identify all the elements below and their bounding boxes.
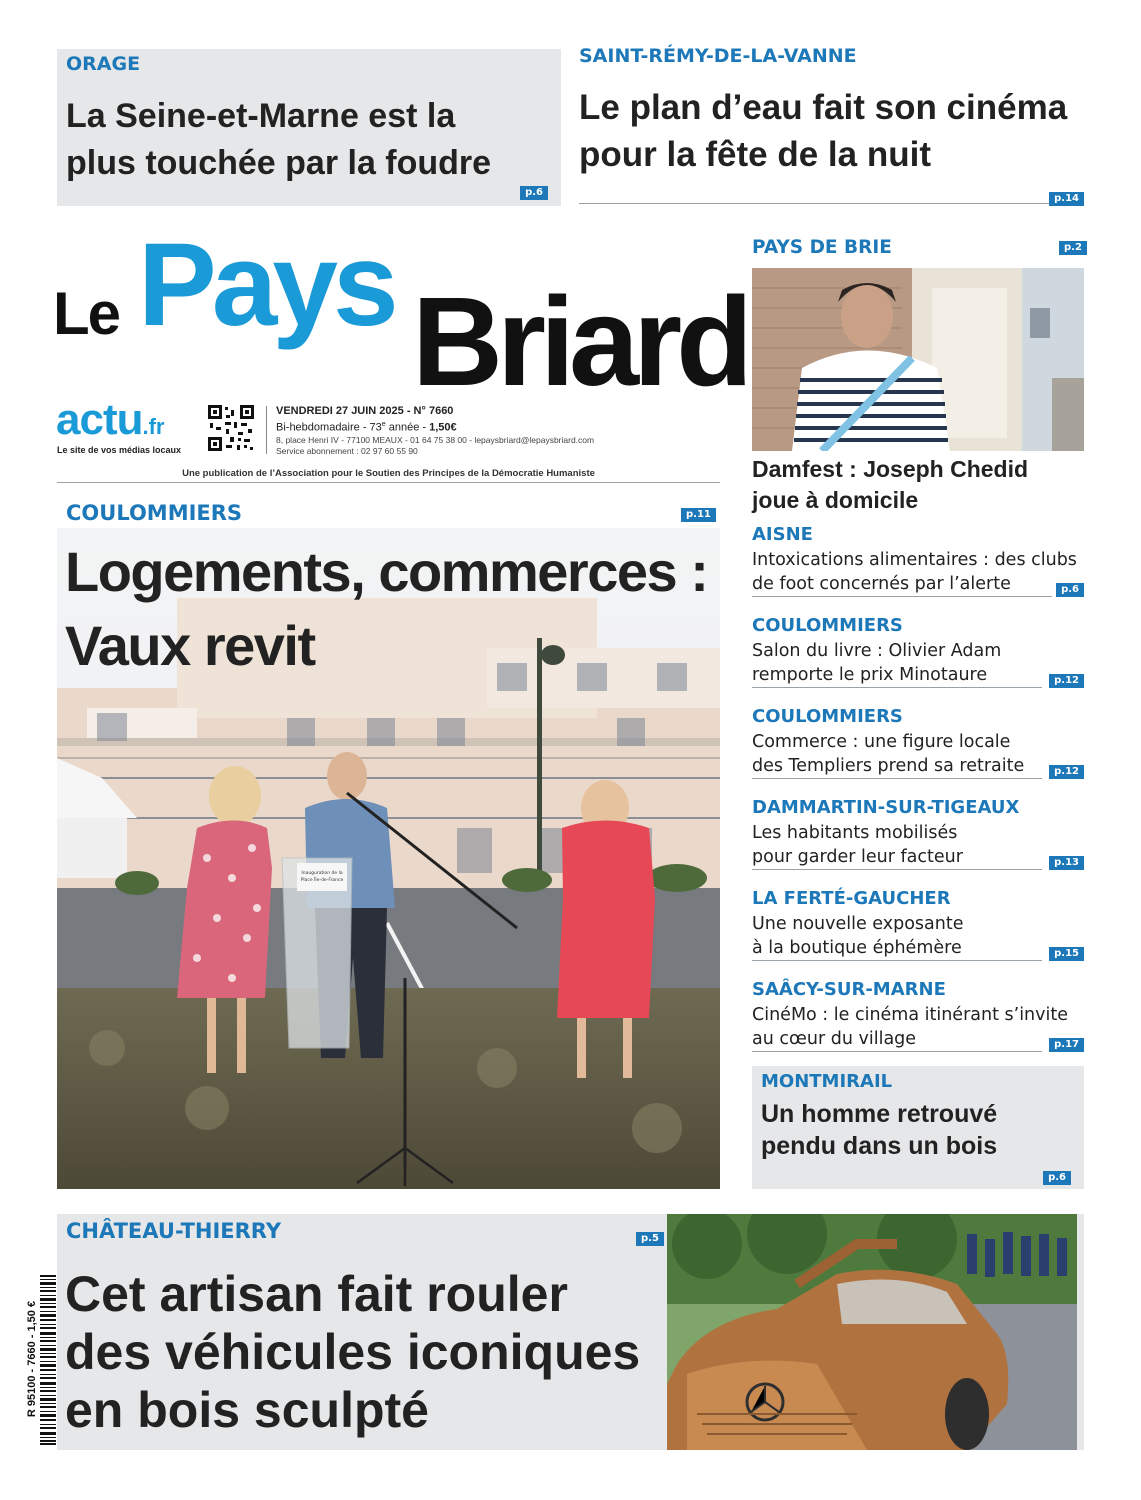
barcode (14, 1275, 56, 1445)
brief-saacy[interactable] (752, 979, 1084, 1055)
kicker: SAINT-RÉMY-DE-LA-VANNE (579, 45, 857, 67)
page-reference: p.12 (1049, 674, 1084, 688)
qr-code-icon[interactable] (208, 405, 254, 451)
brief-kicker: MONTMIRAIL (761, 1071, 893, 1092)
bottom-headline-line: des véhicules iconiques (65, 1324, 641, 1380)
sidebar-feature-headline-line: Damfest : Joseph Chedid (752, 456, 1029, 482)
page-reference: p.17 (1049, 1038, 1084, 1052)
bottom-page-reference: p.5 (636, 1232, 664, 1246)
brief-title-line: de foot concernés par l’alerte (752, 574, 1011, 594)
actu-suffix: .fr (142, 414, 165, 439)
svg-text:Place Île-de-France: Place Île-de-France (300, 878, 344, 883)
brief-kicker: LA FERTÉ-GAUCHER (752, 888, 951, 909)
lead-page-reference: p.11 (681, 508, 716, 522)
lead-headline-line: Logements, commerces : (65, 540, 708, 603)
box-story-montmirail[interactable] (752, 1066, 1084, 1189)
brief-aisne[interactable] (752, 524, 1084, 600)
brief-title-line: au cœur du village (752, 1029, 917, 1049)
masthead-divider (266, 406, 267, 454)
bottom-kicker: CHÂTEAU-THIERRY (66, 1219, 282, 1243)
issue-line: VENDREDI 27 JUIN 2025 - N° 7660 (276, 405, 454, 417)
publisher-line: Une publication de l’Association pour le Soutien des Principes de la Démocratie Humaniste (182, 468, 595, 479)
brief-title-line: Commerce : une figure locale (752, 732, 1011, 752)
divider (57, 482, 720, 483)
page-reference: p.13 (1049, 856, 1084, 870)
top-story-saint-remy[interactable] (579, 42, 1084, 206)
issue-info (276, 405, 594, 457)
headline-line: plus touchée par la foudre (66, 144, 492, 182)
sidebar-feature-page-reference: p.2 (1059, 241, 1087, 255)
actu-logo (56, 395, 164, 445)
brief-kicker: SAÂCY-SUR-MARNE (752, 979, 946, 1000)
divider (752, 778, 1042, 779)
brief-title-line: Une nouvelle exposante (752, 914, 964, 934)
divider (752, 869, 1042, 870)
brief-title-line: remporte le prix Minotaure (752, 665, 988, 685)
masthead (50, 219, 748, 483)
divider (579, 203, 1049, 204)
headline-line: pour la fête de la nuit (579, 135, 931, 174)
divider (752, 960, 1042, 961)
brief-coulommiers-salon[interactable] (752, 615, 1084, 691)
price: 1,50€ (429, 421, 457, 434)
subscription-line: Service abonnement : 02 97 60 55 90 (276, 445, 418, 456)
brief-title-line: à la boutique éphémère (752, 938, 962, 958)
page-reference: p.6 (1056, 583, 1084, 597)
sidebar-feature-kicker: PAYS DE BRIE (752, 237, 892, 258)
page-reference: p.14 (1049, 192, 1084, 206)
brief-kicker: COULOMMIERS (752, 706, 903, 727)
brief-kicker: AISNE (752, 524, 813, 545)
brief-dammartin[interactable] (752, 797, 1084, 873)
brief-title-line: Salon du livre : Olivier Adam (752, 641, 1002, 661)
divider (752, 687, 1042, 688)
lead-headline-line: Vaux revit (65, 614, 315, 677)
actu-tagline: Le site de vos médias locaux (57, 445, 182, 455)
sidebar-feature-photo (752, 268, 1084, 451)
page-reference: p.6 (520, 186, 548, 200)
bottom-headline-line: Cet artisan fait rouler (65, 1266, 568, 1322)
frequency-line (276, 418, 594, 435)
brief-kicker: DAMMARTIN-SUR-TIGEAUX (752, 797, 1020, 818)
brief-coulommiers-commerce[interactable] (752, 706, 1084, 782)
top-story-box-orage[interactable] (57, 49, 561, 206)
page-reference: p.12 (1049, 765, 1084, 779)
frequency-sup: e (381, 421, 386, 428)
address-line: 8, place Henri IV - 77100 MEAUX - 01 64 75 38 00 - lepaysbriard@lepaysbriard.com (276, 434, 595, 445)
kicker: ORAGE (66, 53, 141, 75)
brief-title-line: Intoxications alimentaires : des clubs (752, 550, 1077, 570)
divider (752, 596, 1052, 597)
lead-kicker: COULOMMIERS (66, 501, 243, 525)
box-headline-line: Un homme retrouvé (761, 1100, 998, 1128)
brief-title-line: pour garder leur facteur (752, 847, 963, 867)
podium-sign: Inauguration de la (301, 871, 343, 876)
brief-title-line: Les habitants mobilisés (752, 823, 958, 843)
divider (752, 1051, 1042, 1052)
bottom-photo (667, 1214, 1077, 1450)
actu-wordmark: actu (56, 395, 143, 444)
logo-pays: Pays (138, 219, 394, 351)
brief-title-line: CinéMo : le cinéma itinérant s’invite (752, 1005, 1068, 1025)
brief-ferte-gaucher[interactable] (752, 888, 1084, 964)
logo-le: Le (53, 280, 120, 347)
headline-line: Le plan d’eau fait son cinéma (579, 88, 1068, 127)
sidebar-feature-headline-line: joue à domicile (752, 487, 919, 513)
page-reference: p.15 (1049, 947, 1084, 961)
brief-kicker: COULOMMIERS (752, 615, 903, 636)
frequency-text: Bi-hebdomadaire - 73 (276, 421, 382, 434)
page-reference: p.6 (1043, 1171, 1071, 1185)
box-headline-line: pendu dans un bois (761, 1132, 998, 1160)
bottom-headline-line: en bois sculpté (65, 1382, 429, 1438)
brief-title-line: des Templiers prend sa retraite (752, 756, 1025, 776)
barcode-text: R 95100 - 7660 - 1,50 € (26, 1300, 38, 1418)
headline-line: La Seine-et-Marne est la (66, 97, 456, 135)
logo-briard: Briard (412, 271, 748, 412)
frequency-rest: année - (385, 421, 430, 434)
